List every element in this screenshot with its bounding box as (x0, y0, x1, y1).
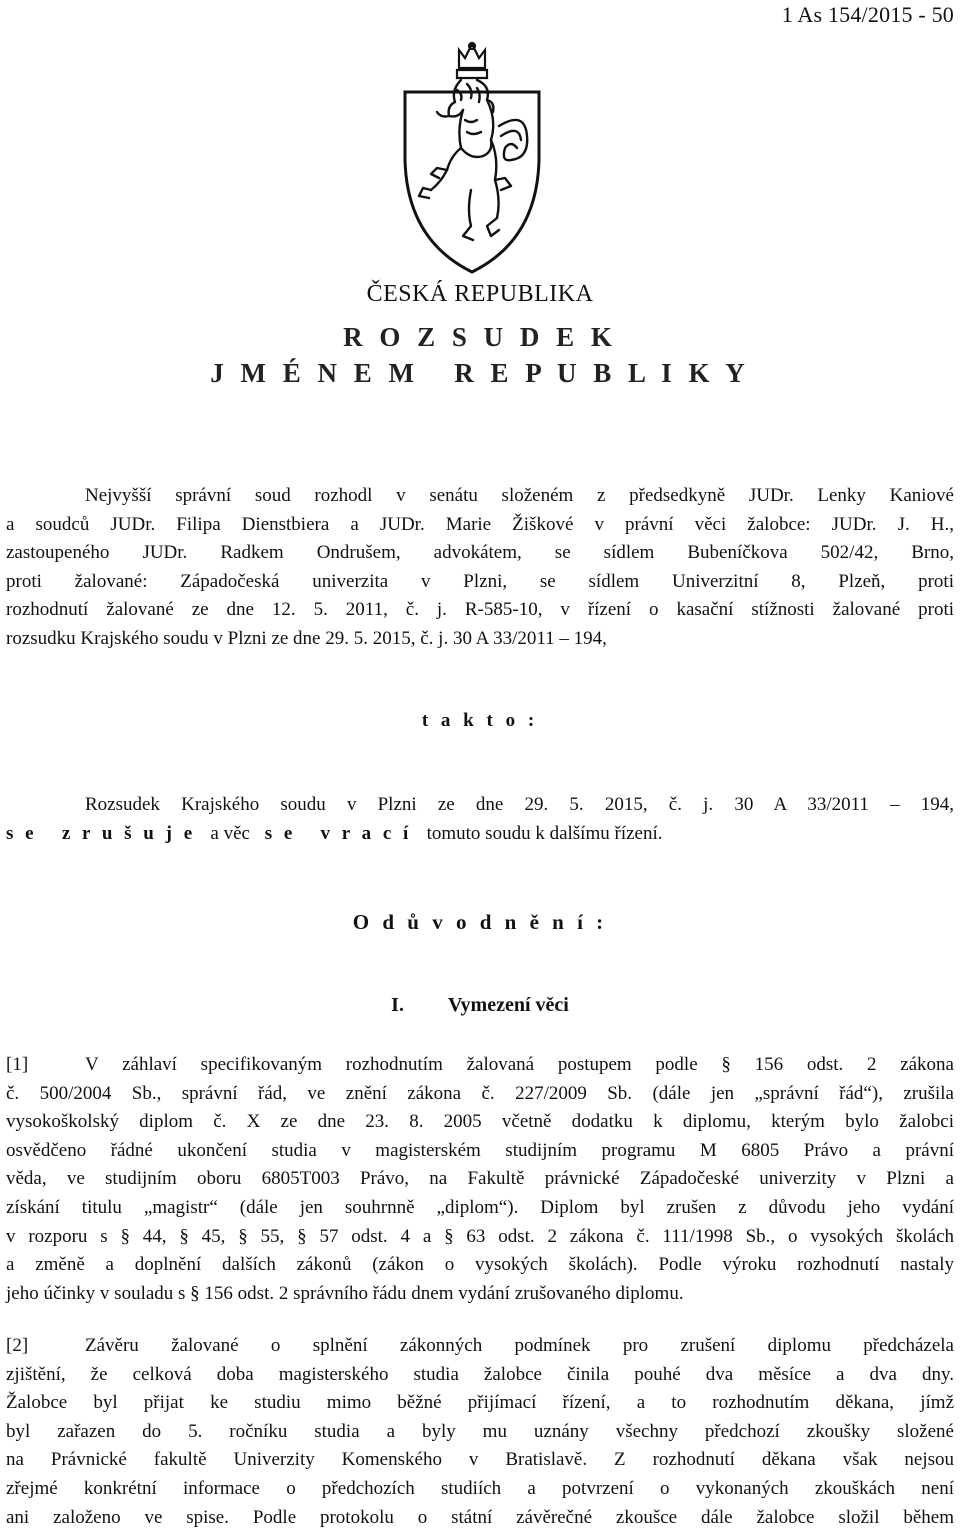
intro-line: zastoupeného JUDr. Radkem Ondrušem, advokátem, se sídlem Bubeníčkova 502/42, Brno, (6, 542, 954, 564)
paragraph-line: [2] Závěru žalované o splnění zákonných podmínek pro zrušení diplomu předcházela (6, 1332, 954, 1361)
intro-line: rozsudku Krajského soudu v Plzni ze dne 29. 5. 2015, č. j. 30 A 33/2011 – 194, (6, 627, 607, 649)
paragraph-line: byl zařazen do 5. ročníku studia a byly mu uznány všechny předchozí zkoušky složené (6, 1420, 954, 1442)
paragraph-line: jeho účinky v souladu s § 156 odst. 2 správního řádu dnem vydání zrušovaného diplomu. (6, 1282, 684, 1304)
ruling-middle: a věc (210, 822, 250, 844)
paragraph-line: vysokoškolský diplom č. X ze dne 23. 8. 2005 včetně dodatku k diplomu, kterým bylo žalobci (6, 1111, 954, 1133)
section-title: Vymezení věci (447, 994, 569, 1016)
paragraph-line: osvědčeno řádné ukončení studia v magisterském studijním programu M 6805 Právo a právní (6, 1139, 954, 1161)
paragraph-line: na Právnické fakultě Univerzity Komenského v Bratislavě. Z rozhodnutí děkana však nejsou (6, 1449, 954, 1471)
intro-line: a soudců JUDr. Filipa Dienstbiera a JUDr. Marie Žiškové v právní věci žalobce: JUDr. J. H., (6, 513, 954, 535)
paragraph-number: [1] (6, 1054, 29, 1075)
paragraph-line: ani založeno ve spise. Podle protokolu o státní závěrečné zkoušce dále žalobce složil během (6, 1506, 954, 1528)
intro-paragraph (6, 482, 954, 654)
intro-line: proti žalované: Západočeská univerzita v Plzni, se sídlem Univerzitní 8, Plzeň, proti (6, 570, 954, 592)
intro-line: Nejvyšší správní soud rozhodl v senátu složeném z předsedkyně JUDr. Lenky Kaniové (85, 485, 954, 506)
verdict-line-2: J M É N E M R E P U B L I K Y (210, 358, 750, 388)
paragraph-2 (6, 1332, 954, 1532)
paragraph-line: Žalobce byl přijat ke studiu mimo běžné přijímací řízení, a to rozhodnutím děkana, jímž (6, 1392, 954, 1414)
czech-coat-of-arms-icon (401, 40, 543, 275)
paragraph-1 (6, 1051, 954, 1308)
paragraph-line: získání titulu „magistr“ (dále jen souhrnně „diplom“). Diplom byl zrušen z důvodu jeho vydání (6, 1196, 954, 1218)
section-number: I. (391, 994, 404, 1016)
ruling-zrusuje: s e z r u š u j e (6, 822, 196, 844)
section-heading (0, 994, 960, 1017)
verdict-line-1: R O Z S U D E K (343, 322, 617, 352)
paragraph-number: [2] (6, 1335, 29, 1356)
ruling-line-2 (6, 820, 954, 849)
paragraph-line: zřejmé konkrétní informace o předchozích studiích a potvrzení o vykonaných zkouškách není (6, 1477, 954, 1499)
ruling-vraci: s e v r a c í (264, 822, 412, 844)
paragraph-line: č. 500/2004 Sb., správní řád, ve znění zákona č. 227/2009 Sb. (dále jen „správní řád“), zrušila (6, 1082, 954, 1104)
ruling-end: tomuto soudu k dalšímu řízení. (426, 822, 663, 844)
paragraph-line: věda, ve studijním oboru 6805T003 Právo, na Fakultě právnické Západočeské univerzity v Plzni a (6, 1168, 954, 1190)
ruling-paragraph (6, 791, 954, 848)
paragraph-line: [1] V záhlaví specifikovaným rozhodnutím žalovaná postupem podle § 156 odst. 2 zákona (6, 1051, 954, 1080)
intro-line: rozhodnutí žalované ze dne 12. 5. 2011, č. j. R-585-10, v řízení o kasační stížnosti žalované proti (6, 599, 954, 621)
case-reference: 1 As 154/2015 - 50 (781, 2, 954, 27)
ruling-line: Rozsudek Krajského soudu v Plzni ze dne 29. 5. 2015, č. j. 30 A 33/2011 – 194, (85, 794, 954, 815)
takto-heading: t a k t o : (421, 710, 539, 731)
paragraph-line: v rozporu s § 44, § 45, § 55, § 57 odst. 4 a § 63 odst. 2 zákona č. 111/1998 Sb., o vysokých školách (6, 1225, 954, 1247)
paragraph-line: zjištění, že celková doba magisterského studia žalobce činila pouhé dva měsíce a dva dny. (6, 1363, 954, 1385)
paragraph-line: a změně a doplnění dalších zákonů (zákon o vysokých školách). Podle výroku rozhodnutí nastaly (6, 1254, 954, 1276)
reasoning-heading: O d ů v o d n ě n í : (352, 910, 608, 934)
verdict-title (0, 319, 960, 391)
country-title: ČESKÁ REPUBLIKA (366, 281, 594, 307)
